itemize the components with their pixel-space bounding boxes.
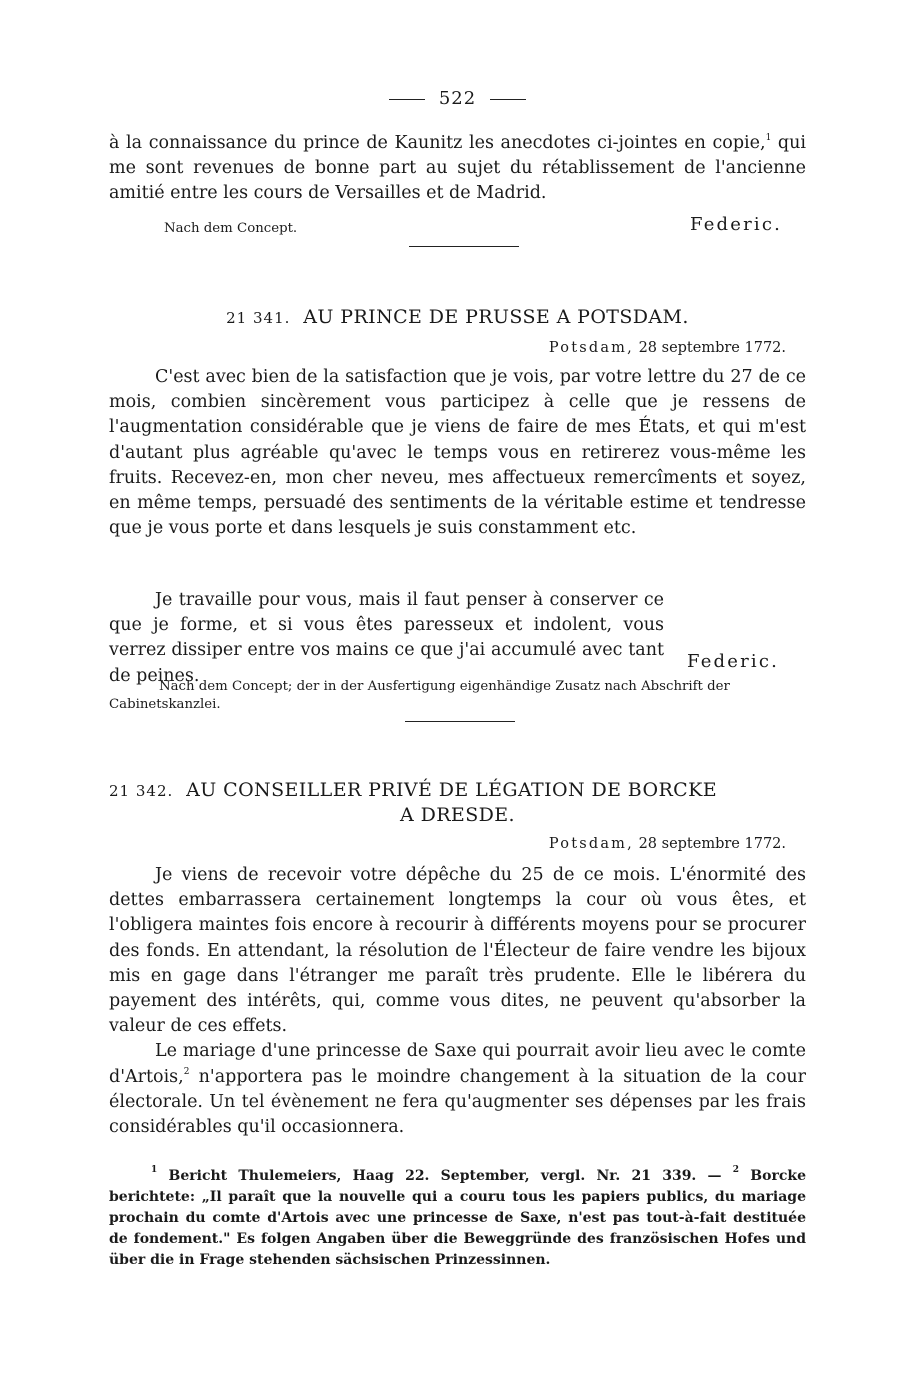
footnote-mark: 1 bbox=[151, 1165, 158, 1175]
letter2-place: Potsdam, bbox=[548, 836, 634, 852]
footnotes bbox=[109, 1166, 806, 1271]
page-number-line bbox=[109, 88, 806, 109]
letter2-number: 21 342. bbox=[109, 782, 174, 800]
letter2-body bbox=[109, 863, 806, 1140]
separator-rule bbox=[409, 246, 519, 247]
intro-source-note: Nach dem Concept. bbox=[164, 221, 298, 236]
letter2-paragraph-2a: Le mariage d'une princesse de Saxe qui pourrait avoir lieu avec le comte d'Artois, bbox=[109, 1041, 806, 1087]
page-number: 522 bbox=[438, 88, 477, 109]
letter1-signature: Federic. bbox=[687, 651, 780, 672]
letter2-paragraph-1: Je viens de recevoir votre dépêche du 25 de ce mois. L'énormité des dettes embarrassera certainement longtemps la cour où vous êtes, et l'obligera maintes fois encore à recourir à différents moyens pour se procurer des fonds. En attendant, la résolution de l'Électeur de faire vendre les bijoux mis en gage dans l'étranger me paraît très prudente. Elle le libérera du payement des intérêts, qui, comme vous dites, ne peuvent qu'absorber la valeur de ces effets. bbox=[109, 865, 806, 1037]
intro-signature: Federic. bbox=[690, 214, 783, 235]
letter2-title-line1: AU CONSEILLER PRIVÉ DE LÉGATION DE BORCKE bbox=[186, 779, 717, 801]
intro-text-rest: qui me sont revenues de bonne part au sujet du rétablissement de l'ancienne amitié entre les cours de Versailles et de Madrid. bbox=[109, 133, 806, 204]
footnote-mark: 1 bbox=[765, 133, 772, 143]
letter1-source-note: Nach dem Concept; der in der Ausfertigung eigenhändige Zusatz nach Abschrift der Cabinetskanzlei. bbox=[109, 679, 730, 712]
letter1-dateline bbox=[549, 340, 786, 356]
letter2-title-line2: A DRESDE. bbox=[400, 804, 515, 826]
letter1-paragraph-2: Je travaille pour vous, mais il faut penser à conserver ce que je forme, et si vous êtes paresseux et indolent, vous verrez dissiper entre vos mains ce que j'ai accumulé avec tant de peines. bbox=[109, 590, 664, 686]
letter2-paragraph-2b: n'apportera pas le moindre changement à la situation de la cour électorale. Un tel évènement ne fera qu'augmenter ses dépenses par les frais considérables qu'il occasionnera. bbox=[109, 1066, 806, 1138]
letter2-heading bbox=[109, 779, 806, 801]
footnote-1: Bericht Thulemeiers, Haag 22. September, vergl. Nr. 21 339. — bbox=[157, 1168, 733, 1184]
letter1-date: 28 septembre 1772. bbox=[638, 340, 786, 356]
letter2-paragraph-2 bbox=[109, 1039, 806, 1140]
footnote-mark: 2 bbox=[183, 1066, 190, 1077]
letter1-heading bbox=[109, 306, 806, 328]
letter1-body bbox=[109, 365, 806, 541]
separator-rule bbox=[405, 721, 515, 722]
intro-paragraph bbox=[109, 131, 806, 207]
letter1-paragraph-1: C'est avec bien de la satisfaction que je vois, par votre lettre du 27 de ce mois, combien sincèrement vous participez à celle que je ressens de l'augmentation considérable que je viens de faire de mes États, et qui m'est d'autant plus agréable qu'avec le temps vous en retirerez vous-même les fruits. Recevez-en, mon cher neveu, mes affectueux remercîments et soyez, en même temps, persuadé des sentiments de la véritable estime et tendresse que je vous porte et dans lesquels je suis constamment etc. bbox=[109, 367, 806, 539]
letter2-date: 28 septembre 1772. bbox=[638, 836, 786, 852]
letter1-postscript bbox=[109, 588, 806, 689]
letter1-place: Potsdam, bbox=[548, 340, 634, 356]
footnote-mark: 2 bbox=[732, 1165, 740, 1175]
footnote-2: Borcke berichtete: „Il paraît que la nouvelle qui a couru tous les papiers publics, du mariage prochain du comte d'Artois avec une princesse de Saxe, n'est pas tout-à-fait destituée de fondement." Es folgen Angaben über die Beweggründe des französischen Hofes und über die in Frage stehenden sächsischen Prinzessinnen. bbox=[109, 1168, 806, 1268]
intro-text-main: à la connaissance du prince de Kaunitz les anecdotes ci-jointes en copie, bbox=[109, 133, 766, 153]
dash-left bbox=[389, 99, 425, 100]
dash-right bbox=[490, 99, 526, 100]
letter1-number: 21 341. bbox=[226, 309, 291, 327]
letter1-title: AU PRINCE DE PRUSSE A POTSDAM. bbox=[303, 306, 689, 328]
letter2-dateline bbox=[549, 836, 786, 852]
